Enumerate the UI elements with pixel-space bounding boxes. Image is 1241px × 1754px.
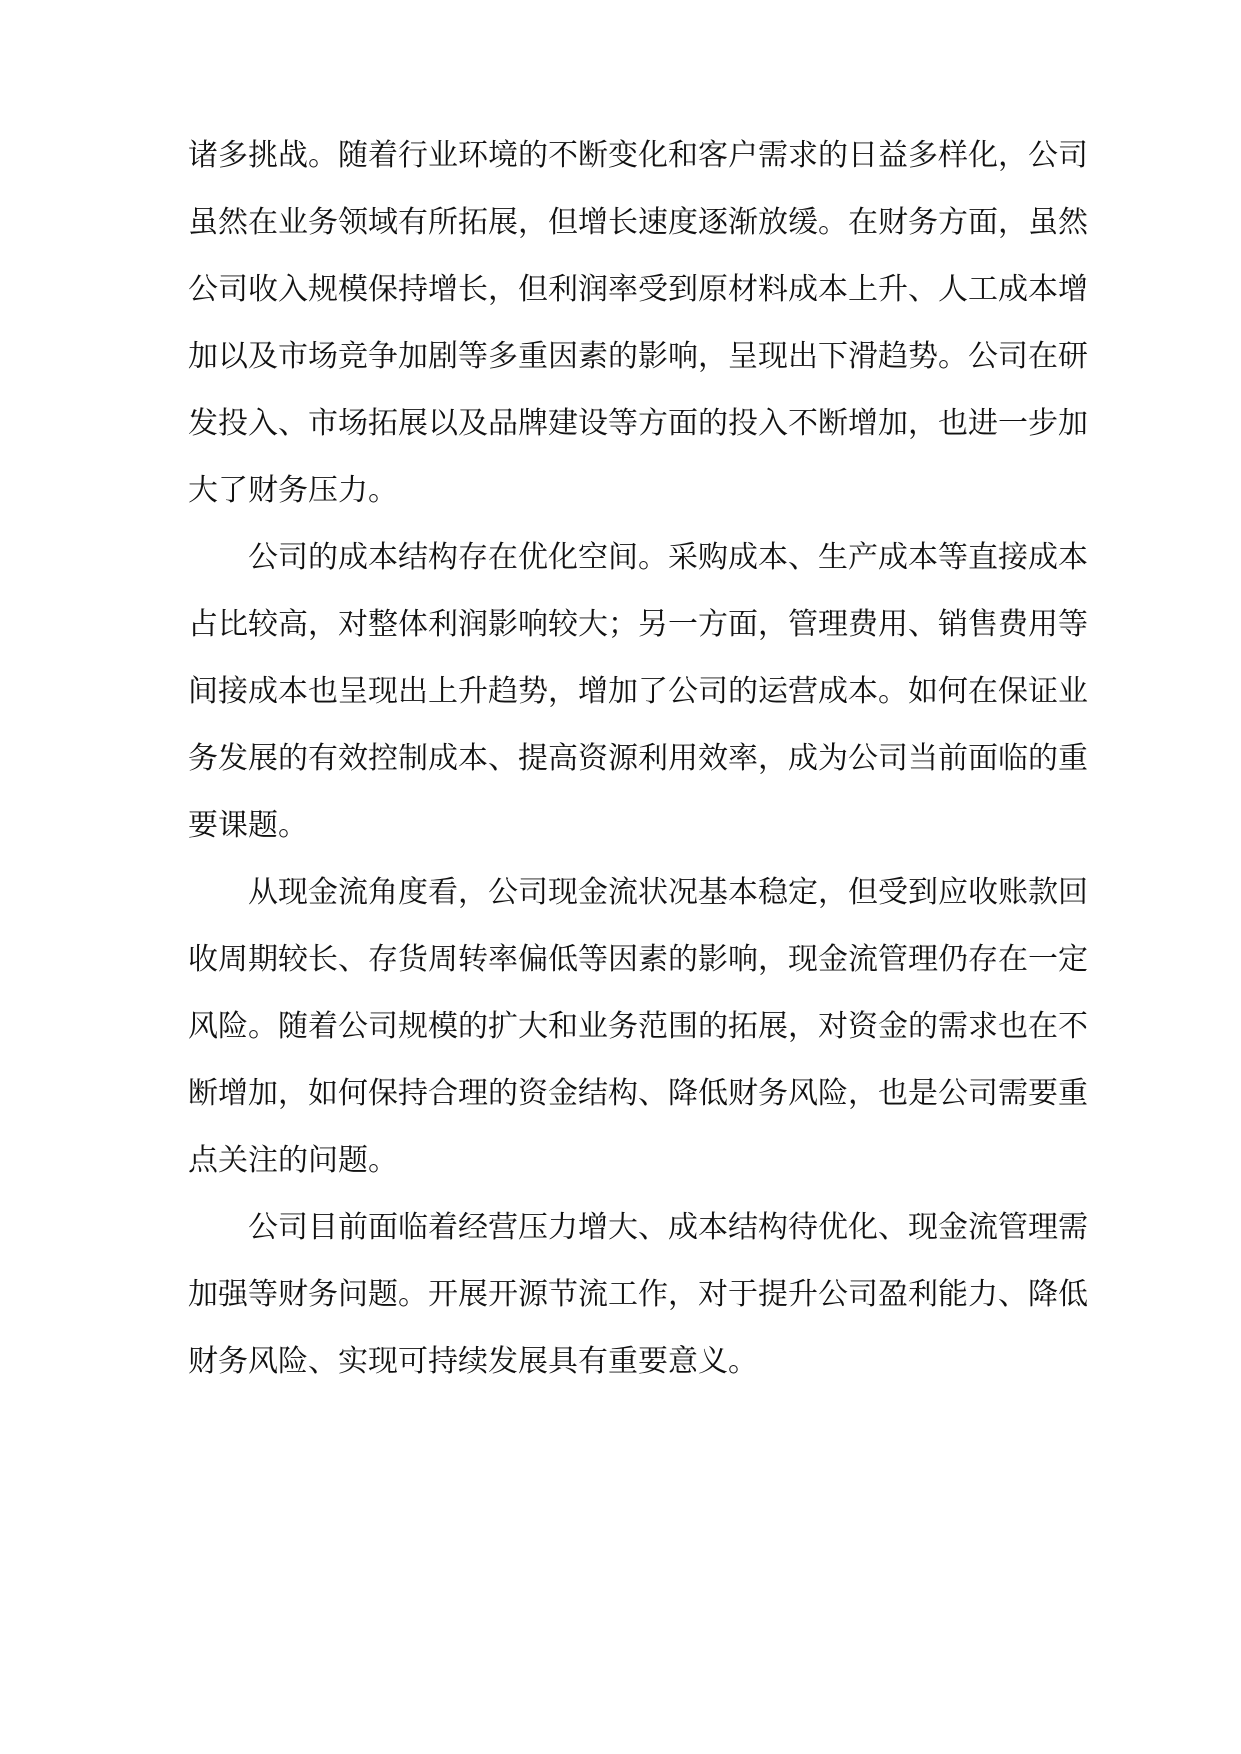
paragraph-line: 公司目前面临着经营压力增大、成本结构待优化、现金流管理需 [248, 1210, 1088, 1245]
paragraph-line: 公司收入规模保持增长，但利润率受到原材料成本上升、人工成本增 [188, 272, 1088, 307]
paragraph-line: 断增加，如何保持合理的资金结构、降低财务风险，也是公司需要重 [188, 1076, 1088, 1111]
paragraph-line: 要课题。 [188, 808, 308, 843]
paragraph-line: 虽然在业务领域有所拓展，但增长速度逐渐放缓。在财务方面，虽然 [188, 205, 1088, 240]
paragraph-line: 风险。随着公司规模的扩大和业务范围的拓展，对资金的需求也在不 [188, 1009, 1088, 1044]
paragraph-line: 加以及市场竞争加剧等多重因素的影响，呈现出下滑趋势。公司在研 [188, 339, 1088, 374]
paragraph-line: 大了财务压力。 [188, 473, 398, 508]
paragraph-line: 务发展的有效控制成本、提高资源利用效率，成为公司当前面临的重 [188, 741, 1088, 776]
paragraph-line: 间接成本也呈现出上升趋势，增加了公司的运营成本。如何在保证业 [188, 674, 1088, 709]
paragraph-line: 从现金流角度看，公司现金流状况基本稳定，但受到应收账款回 [248, 875, 1088, 910]
paragraph-line: 发投入、市场拓展以及品牌建设等方面的投入不断增加，也进一步加 [188, 406, 1088, 441]
paragraph-line: 财务风险、实现可持续发展具有重要意义。 [188, 1344, 758, 1379]
paragraph-line: 加强等财务问题。开展开源节流工作，对于提升公司盈利能力、降低 [188, 1277, 1088, 1312]
paragraph-line: 点关注的问题。 [188, 1143, 398, 1178]
paragraph-line: 诸多挑战。随着行业环境的不断变化和客户需求的日益多样化，公司 [188, 138, 1088, 173]
paragraph-line: 占比较高，对整体利润影响较大；另一方面，管理费用、销售费用等 [188, 607, 1088, 642]
paragraph-line: 公司的成本结构存在优化空间。采购成本、生产成本等直接成本 [248, 540, 1088, 575]
paragraph-line: 收周期较长、存货周转率偏低等因素的影响，现金流管理仍存在一定 [188, 942, 1088, 977]
